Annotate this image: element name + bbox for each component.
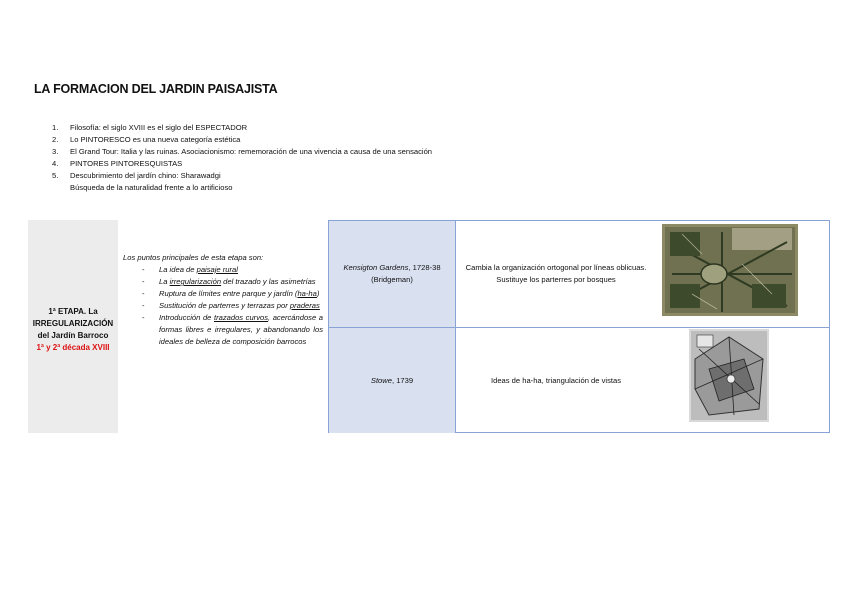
- kensington-plan-image: [662, 224, 798, 316]
- garden-name-cell: Kensigton Gardens, 1728-38 (Bridgeman): [329, 221, 456, 327]
- list-item: 1. Filosofía: el siglo XVIII es el siglo del ESPECTADOR: [52, 123, 248, 132]
- dash-icon: -: [142, 313, 145, 322]
- list-item: 2. Lo PINTORESCO es una nueva categoría estética: [52, 135, 241, 144]
- gardens-table: [328, 220, 830, 433]
- point-item: - Sustitución de parterres y terrazas por praderas: [142, 301, 320, 310]
- stage-label-line: del Jardín Barroco: [37, 330, 109, 340]
- point-item: - Ruptura de límites entre parque y jardín (ha-ha): [142, 289, 320, 298]
- table-row: [329, 221, 829, 328]
- table-row: [329, 328, 829, 433]
- stage-label-line: 1ª ETAPA. La: [48, 306, 98, 316]
- point-item: - La irregularización del trazado y las asimetrías: [142, 277, 316, 286]
- list-item: 3. El Grand Tour: Italia y las ruinas. Asociacionismo: rememoración de una vivencia a causa de una sensación: [52, 147, 433, 156]
- garden-image-cell: [659, 221, 831, 327]
- stage-points: [123, 252, 323, 348]
- intro-list: [52, 122, 432, 194]
- dash-icon: -: [142, 289, 145, 298]
- stage-label-cell: [28, 220, 118, 433]
- points-list: [123, 264, 323, 348]
- garden-name-cell: Stowe, 1739: [329, 328, 456, 433]
- dash-icon: -: [142, 301, 145, 310]
- points-intro: Los puntos principales de esta etapa son:: [123, 253, 264, 262]
- dash-icon: -: [142, 265, 145, 274]
- garden-description-cell: Ideas de ha-ha, triangulación de vistas: [490, 375, 622, 385]
- garden-image-cell: [659, 328, 831, 433]
- list-item: 5. Descubrimiento del jardín chino: Sharawadgi: [52, 171, 221, 180]
- list-item: 4. PINTORES PINTORESQUISTAS: [52, 159, 183, 168]
- stage-label-line: IRREGULARIZACIÓN: [32, 318, 114, 328]
- stage-period: 1ª y 2ª década XVIII: [36, 342, 110, 352]
- list-item-continuation: Búsqueda de la naturalidad frente a lo artificioso: [70, 183, 233, 192]
- point-item: - Introducción de trazados curvos, acercándose a formas libres e irregulares, y abandonando los ideales de belleza de composición barrocos: [142, 313, 323, 346]
- stowe-plan-image: [689, 329, 769, 422]
- page-title: LA FORMACION DEL JARDIN PAISAJISTA: [34, 82, 278, 96]
- point-item: - La idea de paisaje rural: [142, 265, 238, 274]
- garden-description-cell: Cambia la organización ortogonal por líneas oblicuas. Sustituye los parterres por bosques: [465, 263, 647, 284]
- dash-icon: -: [142, 277, 145, 286]
